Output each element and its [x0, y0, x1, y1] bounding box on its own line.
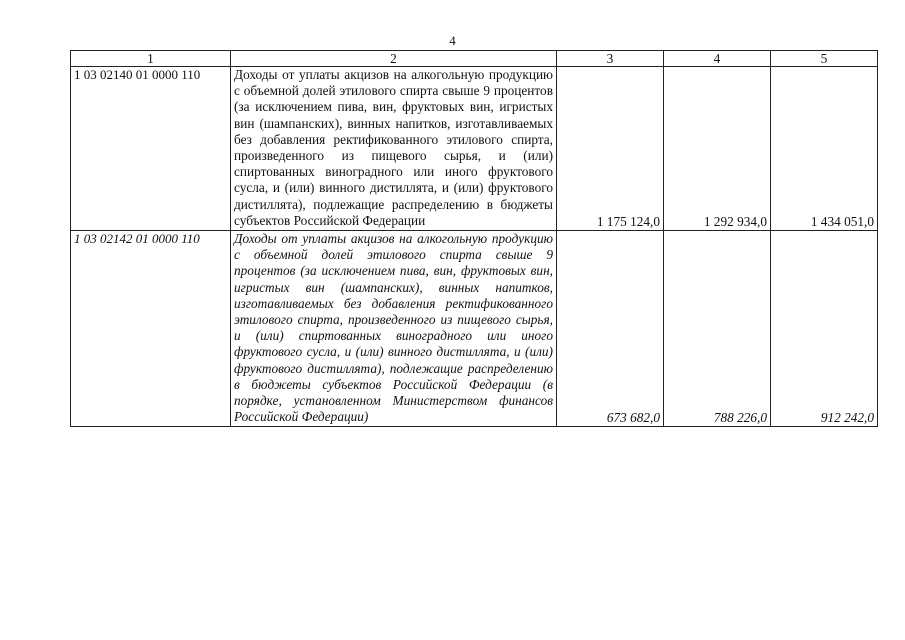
value-col3-cell: 673 682,0 — [557, 231, 664, 427]
column-header-2: 2 — [231, 51, 557, 67]
budget-table — [70, 50, 878, 427]
table-row — [71, 67, 878, 231]
page-number: 4 — [449, 33, 456, 48]
column-header-1: 1 — [71, 51, 231, 67]
value-col5-cell: 912 242,0 — [771, 231, 878, 427]
column-header-4: 4 — [664, 51, 771, 67]
budget-code-cell: 1 03 02140 01 0000 110 — [71, 67, 231, 231]
column-header-3: 3 — [557, 51, 664, 67]
description-cell: Доходы от уплаты акцизов на алкогольную продукцию с объемной долей этилового спирта свыше 9 процентов (за исключением пива, вин, фруктовых вин, игристых вин (шампанских), винных напитков, изготавливаемых без добавления ректификованного этилового спирта, произведенного из пищевого сырья, и (или) спиртованных виноградного или иного фруктового сусла, и (или) винного дистиллята, и (или) фруктового дистиллята), подлежащие распределению в бюджеты субъектов Российской Федерации (в порядке, установленном Министерством финансов Российской Федерации) — [231, 231, 557, 427]
column-header-5: 5 — [771, 51, 878, 67]
value-col4-cell: 1 292 934,0 — [664, 67, 771, 231]
table-row — [71, 231, 878, 427]
table-header-row — [71, 51, 878, 67]
value-col3-cell: 1 175 124,0 — [557, 67, 664, 231]
value-col4-cell: 788 226,0 — [664, 231, 771, 427]
description-cell: Доходы от уплаты акцизов на алкогольную продукцию с объемной долей этилового спирта свыше 9 процентов (за исключением пива, вин, фруктовых вин, игристых вин (шампанских), винных напитков, изготавливаемых без добавления ректификованного этилового спирта, произведенного из пищевого сырья, и (или) спиртованных виноградного или иного фруктового сусла, и (или) винного дистиллята, и (или) фруктового дистиллята), подлежащие распределению в бюджеты субъектов Российской Федерации — [231, 67, 557, 231]
value-col5-cell: 1 434 051,0 — [771, 67, 878, 231]
budget-code-cell: 1 03 02142 01 0000 110 — [71, 231, 231, 427]
